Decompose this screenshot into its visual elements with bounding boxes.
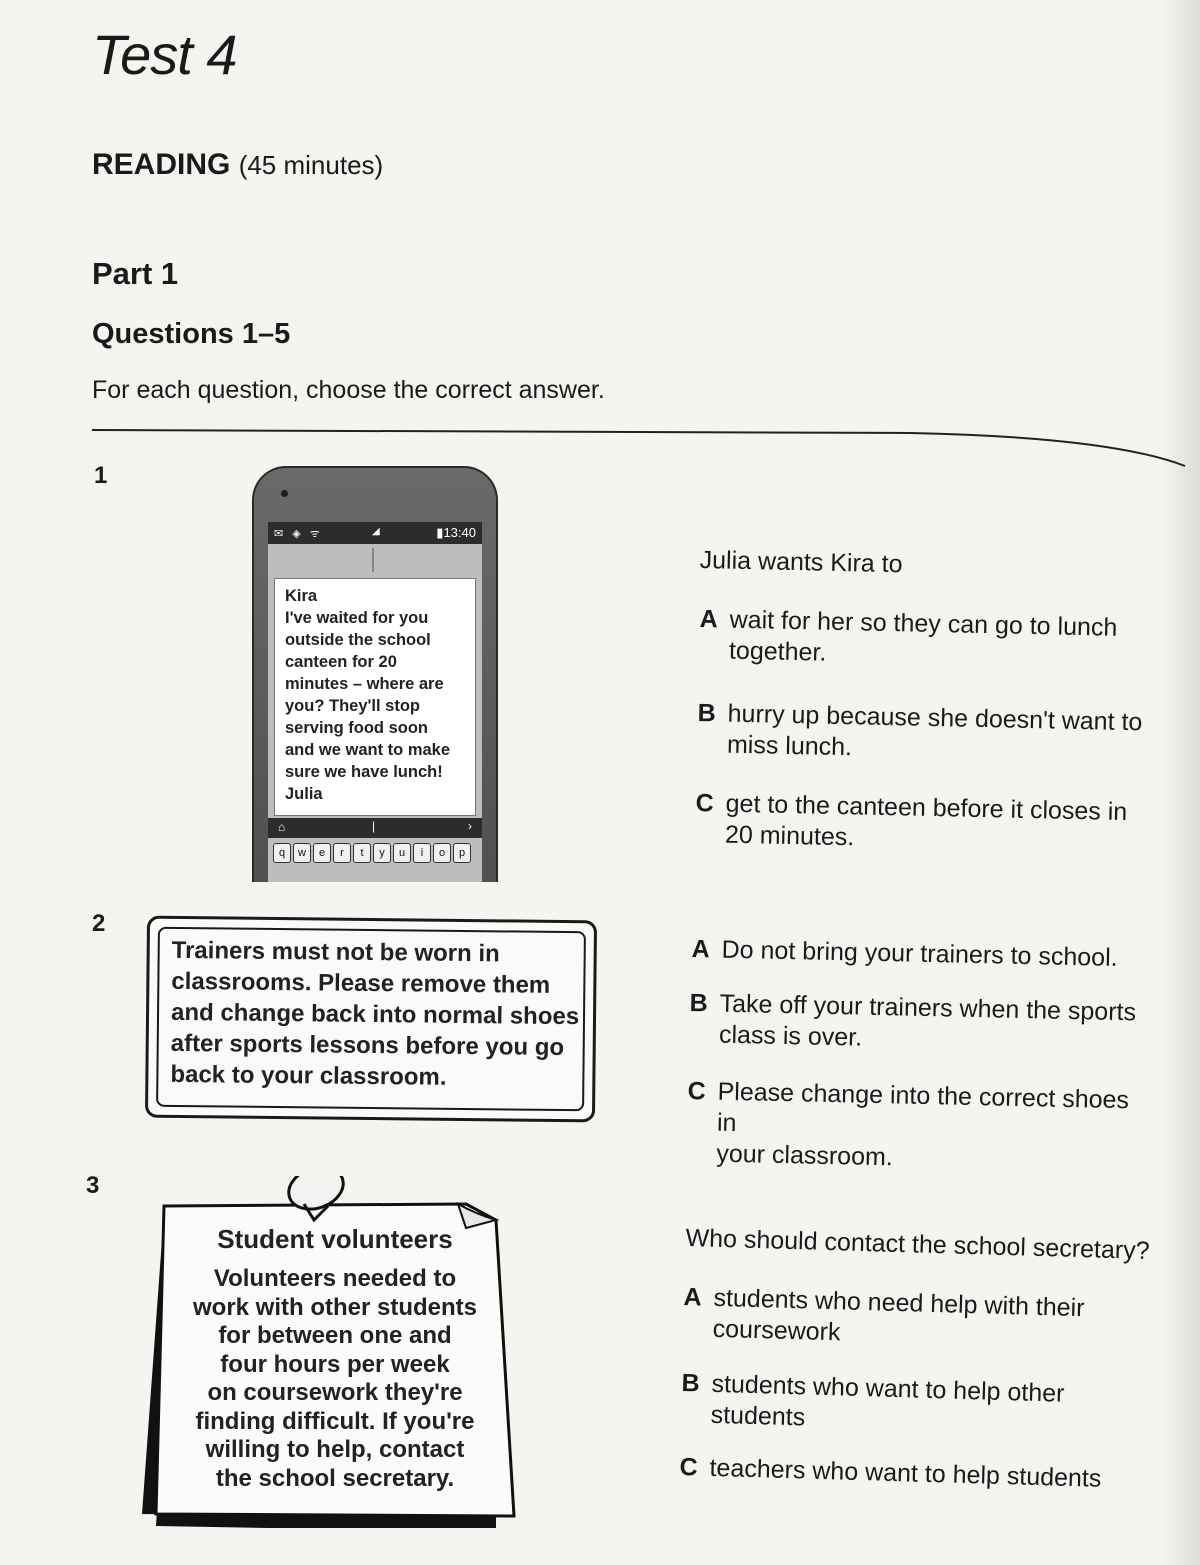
option-text-line: Take off your trainers when the sports [719, 989, 1137, 1027]
option-letter: B [689, 988, 709, 1018]
option-text-line: miss lunch. [726, 730, 853, 762]
option-text [727, 699, 1148, 770]
poster-line: work with other students [192, 1293, 477, 1321]
notice-sign [145, 916, 597, 1123]
q1-option-c[interactable] [695, 788, 1146, 859]
poster-line: four hours per week [220, 1350, 450, 1378]
part-heading: Part 1 [92, 256, 179, 291]
text-message [285, 585, 471, 805]
option-letter: A [683, 1282, 703, 1312]
option-text-line: hurry up because she doesn't want to [727, 699, 1143, 737]
battery-icon: ▮ [436, 525, 444, 540]
message-line: serving food soon [285, 719, 429, 737]
phone-nav-bar [268, 818, 482, 838]
keyboard-key: i [413, 843, 431, 863]
option-text-line: students who want to help other [711, 1369, 1065, 1408]
notice-line: and change back into normal shoes [170, 998, 580, 1031]
option-text-line: together. [728, 636, 827, 667]
message-line: and we want to make [285, 741, 451, 759]
section-heading [92, 148, 383, 182]
cursor-icon: | [372, 819, 376, 833]
keyboard-key: w [293, 843, 311, 863]
poster-line: for between one and [218, 1322, 452, 1349]
option-text-line: 20 minutes. [724, 820, 855, 852]
chevron-right-icon: › [468, 819, 472, 833]
q1-option-b[interactable] [697, 698, 1148, 769]
poster-line: on coursework they're [207, 1379, 463, 1406]
keyboard-key: t [353, 843, 371, 863]
option-text-line: students [710, 1400, 806, 1432]
option-text [721, 935, 1142, 975]
keyboard-key: r [333, 843, 351, 863]
page-edge-shadow [1160, 0, 1200, 1565]
poster-line: finding difficult. If you're [195, 1407, 475, 1435]
q2-option-c[interactable] [686, 1076, 1138, 1178]
message-line: Kira [285, 587, 318, 605]
option-text-line: Do not bring your trainers to school. [721, 935, 1118, 972]
phone-illustration [252, 466, 498, 882]
poster-title: Student volunteers [217, 1224, 453, 1254]
question-number-2: 2 [92, 910, 106, 937]
keyboard-key: y [373, 843, 391, 863]
text-message-card [274, 578, 476, 816]
notice-text [170, 935, 580, 1094]
section-divider [90, 420, 1190, 470]
option-text [725, 789, 1146, 860]
option-letter: C [695, 788, 715, 818]
status-icons: ✉ ◈ ᯤ [274, 528, 323, 540]
q1-stem: Julia wants Kira to [699, 546, 903, 579]
option-text-line: get to the canteen before it closes in [725, 789, 1128, 827]
questions-heading: Questions 1–5 [92, 318, 291, 350]
q3-stem: Who should contact the school secretary? [685, 1224, 1150, 1265]
poster-line: the school secretary. [215, 1464, 455, 1492]
q2-option-a[interactable] [691, 934, 1142, 974]
q1-option-a[interactable] [699, 604, 1150, 675]
option-text [719, 989, 1140, 1060]
option-text-line: teachers who want to help students [709, 1453, 1102, 1493]
message-line: sure we have lunch! [285, 763, 443, 781]
message-line: Julia [285, 785, 323, 803]
notice-line: classrooms. Please remove them [171, 967, 551, 999]
keyboard-key: q [273, 843, 291, 863]
keyboard-key: p [453, 843, 471, 863]
phone-keyboard [272, 842, 478, 864]
poster-line: Volunteers needed to [213, 1265, 457, 1292]
option-letter: A [691, 934, 711, 964]
notice-line: Trainers must not be worn in [171, 936, 500, 968]
question-number-3: 3 [86, 1172, 100, 1199]
status-time [436, 525, 476, 541]
instruction-text: For each question, choose the correct answer. [92, 376, 605, 404]
option-letter: C [687, 1076, 707, 1106]
message-line: canteen for 20 [285, 653, 397, 671]
option-text [710, 1369, 1132, 1443]
section-name: READING [92, 148, 231, 181]
question-number-1: 1 [94, 462, 108, 489]
keyboard-key: e [313, 843, 331, 863]
poster-content [190, 1224, 480, 1493]
option-letter: A [699, 604, 719, 634]
q3-option-a[interactable] [682, 1282, 1134, 1357]
poster-line: willing to help, contact [205, 1436, 465, 1463]
phone-status-bar [268, 522, 482, 544]
home-icon: ⌂ [278, 820, 286, 834]
poster-body [190, 1265, 480, 1493]
option-text-line: students who need help with their [713, 1283, 1085, 1323]
phone-camera-icon [281, 490, 288, 497]
message-line: minutes – where are [285, 675, 444, 693]
option-letter: B [697, 698, 717, 728]
message-line: you? They'll stop [285, 697, 421, 715]
option-text [716, 1077, 1138, 1179]
signal-icon: ◢ [372, 526, 380, 537]
keyboard-key: u [393, 843, 411, 863]
option-text-line: your classroom. [716, 1139, 894, 1172]
option-text [712, 1283, 1134, 1357]
notice-line: back to your classroom. [170, 1060, 447, 1091]
q2-option-b[interactable] [689, 988, 1140, 1059]
option-text-line: coursework [712, 1314, 841, 1347]
option-text-line: class is over. [718, 1020, 863, 1052]
option-text-line: Please change into the correct shoes in [716, 1077, 1130, 1138]
option-letter: C [679, 1452, 699, 1482]
option-text [729, 605, 1150, 676]
option-text [709, 1453, 1130, 1496]
message-line: I've waited for you [285, 609, 429, 627]
q3-option-b[interactable] [680, 1368, 1132, 1443]
keyboard-key: o [433, 843, 451, 863]
clock-text: 13:40 [443, 525, 476, 540]
section-duration: (45 minutes) [238, 150, 384, 180]
phone-screen [268, 522, 482, 882]
option-letter: B [681, 1368, 701, 1398]
option-text-line: wait for her so they can go to lunch [729, 605, 1118, 642]
text-cursor [372, 548, 374, 572]
q3-option-c[interactable] [679, 1452, 1130, 1496]
test-title: Test 4 [92, 23, 237, 86]
notice-line: after sports lessons before you go [170, 1029, 565, 1062]
message-line: outside the school [285, 631, 431, 649]
